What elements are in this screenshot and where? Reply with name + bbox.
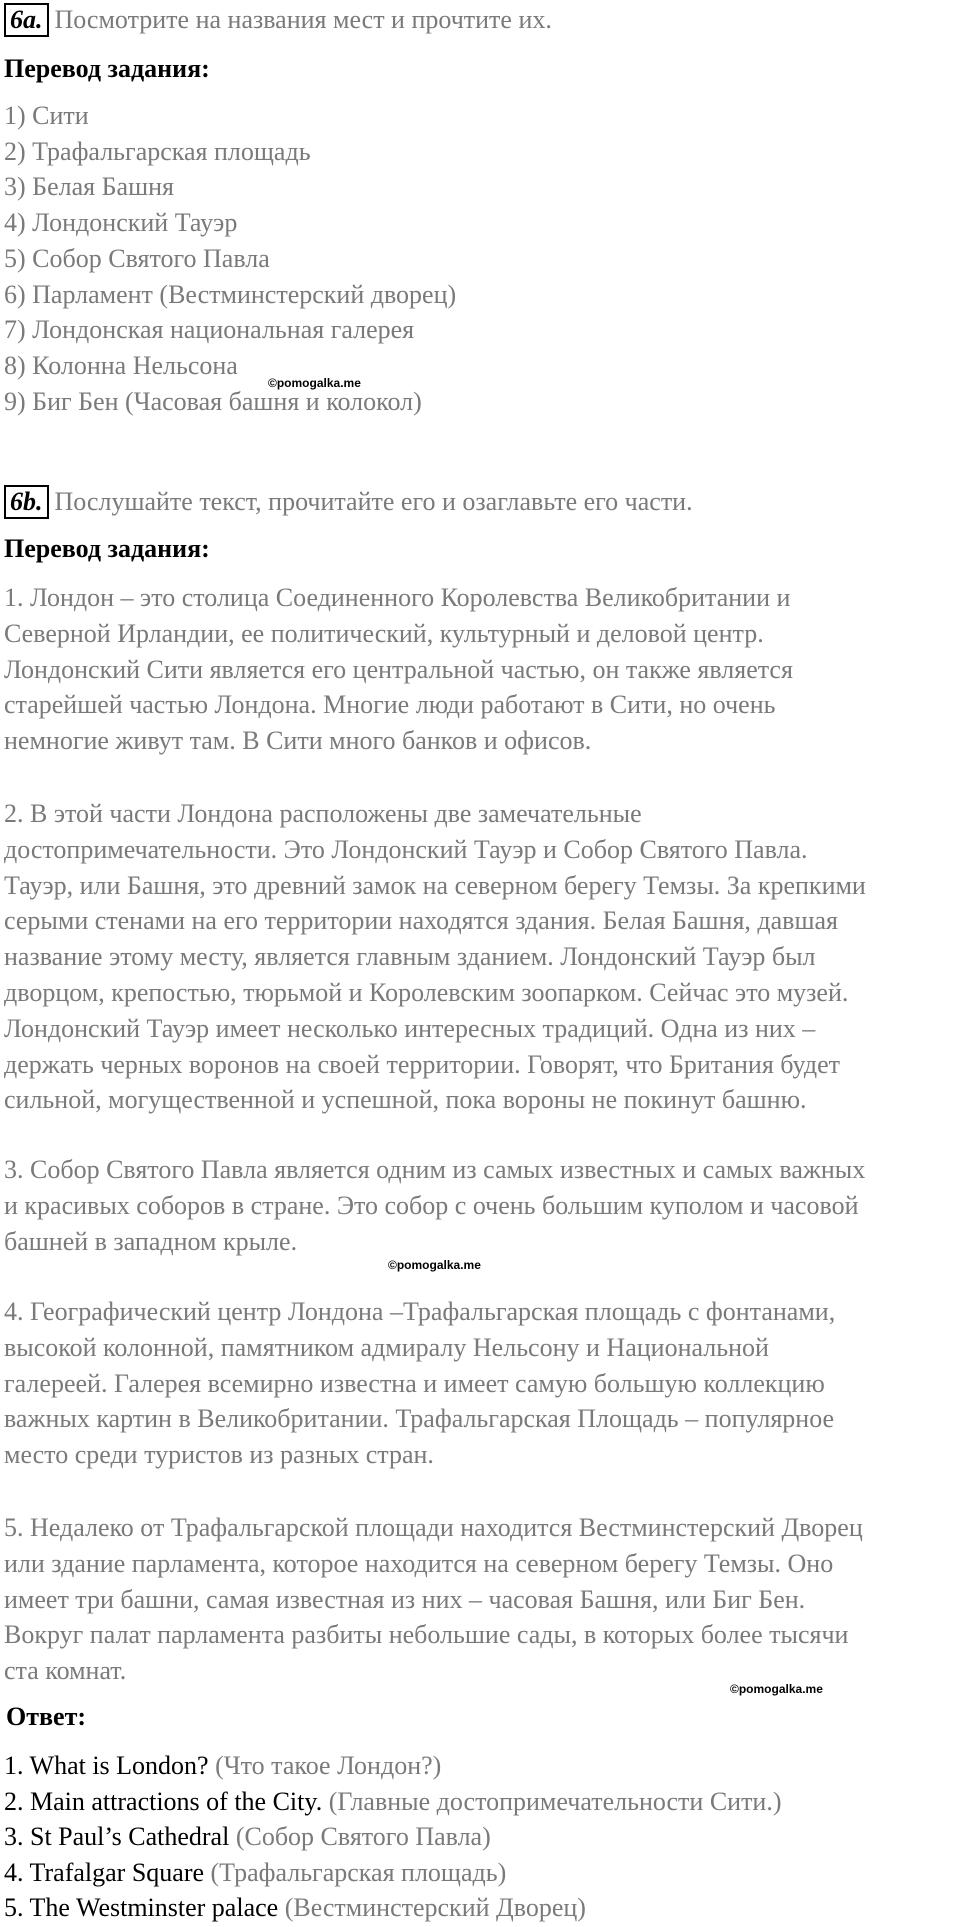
paragraph-line: Вокруг палат парламента разбиты небольшие сады, в которых более тысячи <box>4 1620 849 1650</box>
paragraph-line: Северной Ирландии, ее политический, культурный и деловой центр. <box>4 618 764 648</box>
paragraph-line: имеет три башни, самая известная из них – часовая Башня, или Биг Бен. <box>4 1584 806 1614</box>
list-item: 5) Собор Святого Павла <box>4 243 270 273</box>
paragraph-line: Лондонский Сити является его центральной частью, он также является <box>4 654 793 684</box>
paragraph-line: ста комнат. <box>4 1656 127 1686</box>
task-6b-instruction: Послушайте текст, прочитайте его и озаглавьте его части. <box>54 487 693 516</box>
answer-title-ru: (Вестминстерский Дворец) <box>284 1893 586 1923</box>
task-6b-header <box>4 484 693 520</box>
task-6b-translation-heading: Перевод задания: <box>4 534 210 563</box>
paragraph-line: держать черных воронов на своей территории. Говорят, что Британия будет <box>4 1049 841 1079</box>
paragraph-line: сильной, могущественной и успешной, пока вороны не покинут башню. <box>4 1085 807 1115</box>
paragraph-line: название этому месту, является главным зданием. Лондонский Тауэр был <box>4 942 816 972</box>
answer-item <box>4 1784 782 1820</box>
paragraph-line: и красивых соборов в стране. Это собор с очень большим куполом и часовой <box>4 1190 859 1220</box>
answer-title-ru: (Собор Святого Павла) <box>235 1822 491 1852</box>
paragraph-line: дворцом, крепостью, тюрьмой и Королевским зоопарком. Сейчас это музей. <box>4 977 849 1007</box>
list-item: 9) Биг Бен (Часовая башня и колокол) <box>4 386 422 416</box>
watermark: ©pomogalka.me <box>730 1682 823 1696</box>
answer-item <box>4 1890 782 1926</box>
task-6a-header <box>4 2 552 38</box>
answer-title-ru: (Что такое Лондон?) <box>215 1751 442 1780</box>
answer-list <box>4 1748 782 1926</box>
answer-title-en: 5. The Westminster palace <box>4 1893 279 1923</box>
paragraph-2 <box>4 796 956 1118</box>
list-item: 2) Трафальгарская площадь <box>4 136 311 166</box>
answer-title-ru: (Главные достопримечательности Сити.) <box>328 1786 782 1816</box>
answer-title-ru: (Трафальгарская площадь) <box>210 1857 507 1887</box>
answer-title-en: 1. What is London? <box>4 1751 209 1780</box>
paragraph-line: башней в западном крыле. <box>4 1226 298 1256</box>
task-6a-list <box>4 98 456 419</box>
list-item: 8) Колонна Нельсона <box>4 350 238 380</box>
list-item: 6) Парламент (Вестминстерский дворец) <box>4 279 457 309</box>
answer-item <box>4 1748 782 1784</box>
task-6a-translation-heading: Перевод задания: <box>4 54 210 83</box>
answer-item <box>4 1819 782 1855</box>
list-item: 7) Лондонская национальная галерея <box>4 315 415 345</box>
answer-title-en: 4. Trafalgar Square <box>4 1857 205 1887</box>
list-item: 1) Сити <box>4 101 89 130</box>
paragraph-line: 1. Лондон – это столица Соединенного Королевства Великобритании и <box>4 583 791 612</box>
paragraph-line: 2. В этой части Лондона расположены две замечательные <box>4 799 642 828</box>
answer-item <box>4 1855 782 1891</box>
task-6a-instruction: Посмотрите на названия мест и прочтите их. <box>54 5 552 34</box>
task-6b-badge: 6b. <box>4 485 49 519</box>
answer-heading: Ответ: <box>6 1702 87 1731</box>
paragraph-line: серыми стенами на его территории находятся здания. Белая Башня, давшая <box>4 906 838 936</box>
paragraph-4 <box>4 1294 956 1473</box>
paragraph-line: старейшей частью Лондона. Многие люди работают в Сити, но очень <box>4 690 776 720</box>
paragraph-line: важных картин в Великобритании. Трафальгарская Площадь – популярное <box>4 1404 835 1434</box>
paragraph-line: 3. Собор Святого Павла является одним из самых известных и самых важных <box>4 1155 866 1184</box>
watermark: ©pomogalka.me <box>388 1258 481 1272</box>
paragraph-line: Тауэр, или Башня, это древний замок на северном берегу Темзы. За крепкими <box>4 870 866 900</box>
paragraph-line: Лондонский Тауэр имеет несколько интересных традиций. Одна из них – <box>4 1013 816 1043</box>
paragraph-line: место среди туристов из разных стран. <box>4 1440 434 1470</box>
list-item: 4) Лондонский Тауэр <box>4 208 238 238</box>
paragraph-1 <box>4 580 956 759</box>
paragraph-line: немногие живут там. В Сити много банков и офисов. <box>4 726 592 756</box>
paragraph-line: 4. Географический центр Лондона –Трафальгарская площадь с фонтанами, <box>4 1297 836 1326</box>
watermark: ©pomogalka.me <box>268 376 361 390</box>
answer-title-en: 2. Main attractions of the City. <box>4 1786 323 1816</box>
list-item: 3) Белая Башня <box>4 172 174 202</box>
paragraph-line: 5. Недалеко от Трафальгарской площади находится Вестминстерский Дворец <box>4 1513 863 1542</box>
paragraph-line: или здание парламента, которое находится на северном берегу Темзы. Оно <box>4 1548 834 1578</box>
paragraph-line: галереей. Галерея всемирно известна и имеет самую большую коллекцию <box>4 1368 825 1398</box>
answer-title-en: 3. St Paul’s Cathedral <box>4 1822 230 1852</box>
paragraph-3 <box>4 1152 956 1259</box>
paragraph-5 <box>4 1510 956 1689</box>
task-6a-badge: 6a. <box>4 3 49 37</box>
paragraph-line: достопримечательности. Это Лондонский Тауэр и Собор Святого Павла. <box>4 834 808 864</box>
paragraph-line: высокой колонной, памятником адмиралу Нельсону и Национальной <box>4 1332 769 1362</box>
